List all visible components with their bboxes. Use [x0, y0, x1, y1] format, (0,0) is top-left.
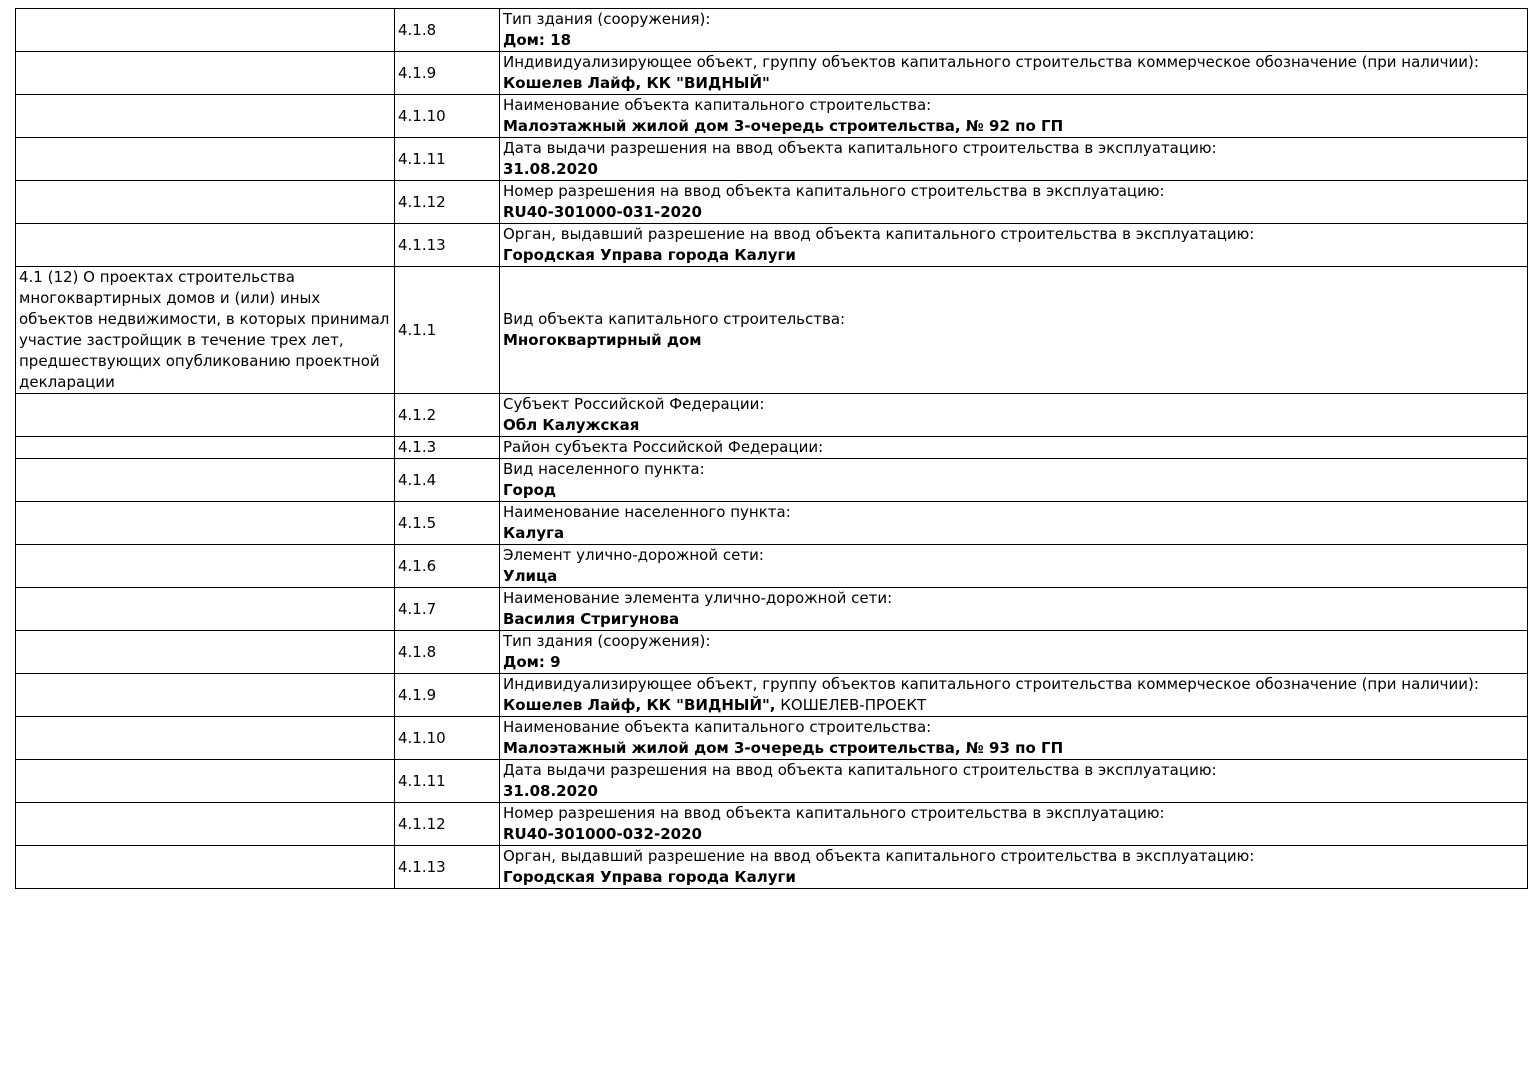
field-label: Элемент улично-дорожной сети: — [503, 546, 764, 564]
row-content — [500, 138, 1528, 181]
field-value — [503, 824, 1524, 845]
value-bold-part: Василия Стригунова — [503, 610, 680, 628]
value-bold-part: Городская Управа города Калуги — [503, 246, 796, 264]
row-code: 4.1.9 — [395, 674, 500, 717]
section-cell — [16, 760, 395, 803]
table-row — [16, 95, 1528, 138]
field-value — [503, 245, 1524, 266]
row-content — [500, 502, 1528, 545]
row-content — [500, 95, 1528, 138]
row-content — [500, 545, 1528, 588]
value-bold-part: RU40-301000-032-2020 — [503, 825, 702, 843]
row-content — [500, 437, 1528, 459]
section-cell — [16, 846, 395, 889]
field-value — [503, 159, 1524, 180]
row-content — [500, 760, 1528, 803]
row-content — [500, 717, 1528, 760]
table-row — [16, 9, 1528, 52]
row-content — [500, 674, 1528, 717]
value-bold-part: Малоэтажный жилой дом 3-очередь строительства, № 93 по ГП — [503, 739, 1064, 757]
row-code: 4.1.12 — [395, 803, 500, 846]
field-label: Тип здания (сооружения): — [503, 632, 711, 650]
row-code: 4.1.3 — [395, 437, 500, 459]
field-value — [503, 202, 1524, 223]
row-code: 4.1.12 — [395, 181, 500, 224]
field-label: Вид объекта капитального строительства: — [503, 310, 846, 328]
table-row — [16, 138, 1528, 181]
value-bold-part: Малоэтажный жилой дом 3-очередь строительства, № 92 по ГП — [503, 117, 1064, 135]
field-label: Наименование элемента улично-дорожной сети: — [503, 589, 893, 607]
table-row — [16, 52, 1528, 95]
section-cell — [16, 52, 395, 95]
row-code: 4.1.11 — [395, 138, 500, 181]
table-row — [16, 459, 1528, 502]
row-content — [500, 846, 1528, 889]
section-cell — [16, 674, 395, 717]
field-label: Орган, выдавший разрешение на ввод объекта капитального строительства в эксплуатацию: — [503, 225, 1255, 243]
row-content — [500, 9, 1528, 52]
section-cell — [16, 631, 395, 674]
row-code: 4.1.5 — [395, 502, 500, 545]
section-cell — [16, 437, 395, 459]
section-cell — [16, 9, 395, 52]
field-label: Дата выдачи разрешения на ввод объекта капитального строительства в эксплуатацию: — [503, 761, 1217, 779]
section-cell — [16, 224, 395, 267]
table-row — [16, 181, 1528, 224]
field-label: Орган, выдавший разрешение на ввод объекта капитального строительства в эксплуатацию: — [503, 847, 1255, 865]
section-cell — [16, 394, 395, 437]
value-plain-part: КОШЕЛЕВ-ПРОЕКТ — [775, 696, 927, 714]
declaration-table-body — [16, 9, 1528, 889]
field-value — [503, 73, 1524, 94]
table-row — [16, 631, 1528, 674]
field-label: Номер разрешения на ввод объекта капитального строительства в эксплуатацию: — [503, 804, 1165, 822]
row-content — [500, 631, 1528, 674]
row-code: 4.1.13 — [395, 224, 500, 267]
section-cell — [16, 181, 395, 224]
value-bold-part: Кошелев Лайф, КК "ВИДНЫЙ" — [503, 74, 770, 92]
field-value — [503, 116, 1524, 137]
row-code: 4.1.2 — [395, 394, 500, 437]
field-value — [503, 609, 1524, 630]
section-cell — [16, 459, 395, 502]
table-row — [16, 545, 1528, 588]
field-value — [503, 30, 1524, 51]
row-code: 4.1.10 — [395, 95, 500, 138]
section-cell — [16, 502, 395, 545]
value-bold-part: Городская Управа города Калуги — [503, 868, 796, 886]
table-row — [16, 224, 1528, 267]
row-content — [500, 52, 1528, 95]
row-code: 4.1.1 — [395, 267, 500, 394]
table-row — [16, 803, 1528, 846]
row-content — [500, 459, 1528, 502]
value-bold-part: Дом: 18 — [503, 31, 572, 49]
value-bold-part: RU40-301000-031-2020 — [503, 203, 702, 221]
field-label: Номер разрешения на ввод объекта капитального строительства в эксплуатацию: — [503, 182, 1165, 200]
field-label: Тип здания (сооружения): — [503, 10, 711, 28]
table-row — [16, 717, 1528, 760]
row-content — [500, 803, 1528, 846]
field-value — [503, 867, 1524, 888]
row-code: 4.1.10 — [395, 717, 500, 760]
row-content — [500, 181, 1528, 224]
row-code: 4.1.9 — [395, 52, 500, 95]
value-bold-part: Кошелев Лайф, КК "ВИДНЫЙ", — [503, 696, 776, 714]
section-cell: 4.1 (12) О проектах строительства многоквартирных домов и (или) иных объектов недвижимости, в которых принимал участие застройщик в течение трех лет, предшествующих опубликованию проектной декларации — [16, 267, 395, 394]
table-row — [16, 760, 1528, 803]
value-bold-part: Улица — [503, 567, 558, 585]
field-value — [503, 695, 1524, 716]
row-code: 4.1.8 — [395, 631, 500, 674]
field-label: Индивидуализирующее объект, группу объектов капитального строительства коммерческое обозначение (при наличии): — [503, 53, 1479, 71]
value-bold-part: Город — [503, 481, 557, 499]
field-value — [503, 415, 1524, 436]
field-value — [503, 566, 1524, 587]
field-value — [503, 523, 1524, 544]
field-label: Наименование населенного пункта: — [503, 503, 791, 521]
row-code: 4.1.7 — [395, 588, 500, 631]
value-bold-part: 31.08.2020 — [503, 160, 598, 178]
section-cell — [16, 545, 395, 588]
table-row — [16, 588, 1528, 631]
table-row — [16, 267, 1528, 394]
project-declaration-table — [15, 8, 1528, 889]
section-cell — [16, 803, 395, 846]
row-content — [500, 588, 1528, 631]
field-value — [503, 781, 1524, 802]
value-bold-part: Калуга — [503, 524, 565, 542]
table-row — [16, 502, 1528, 545]
row-content — [500, 267, 1528, 394]
field-value — [503, 480, 1524, 501]
field-label: Субъект Российской Федерации: — [503, 395, 765, 413]
section-cell — [16, 717, 395, 760]
field-value — [503, 738, 1524, 759]
field-label: Вид населенного пункта: — [503, 460, 705, 478]
table-row — [16, 437, 1528, 459]
table-row — [16, 846, 1528, 889]
field-value — [503, 652, 1524, 673]
row-code: 4.1.11 — [395, 760, 500, 803]
field-label: Наименование объекта капитального строительства: — [503, 96, 932, 114]
row-code: 4.1.4 — [395, 459, 500, 502]
row-code: 4.1.13 — [395, 846, 500, 889]
row-content — [500, 394, 1528, 437]
field-label: Район субъекта Российской Федерации: — [503, 438, 824, 456]
section-cell — [16, 588, 395, 631]
value-bold-part: Дом: 9 — [503, 653, 561, 671]
field-label: Индивидуализирующее объект, группу объектов капитального строительства коммерческое обозначение (при наличии): — [503, 675, 1479, 693]
row-content — [500, 224, 1528, 267]
section-cell — [16, 95, 395, 138]
field-value — [503, 330, 1524, 351]
row-code: 4.1.6 — [395, 545, 500, 588]
value-bold-part: Обл Калужская — [503, 416, 640, 434]
section-cell — [16, 138, 395, 181]
value-bold-part: Многоквартирный дом — [503, 331, 702, 349]
row-code: 4.1.8 — [395, 9, 500, 52]
field-label: Наименование объекта капитального строительства: — [503, 718, 932, 736]
field-label: Дата выдачи разрешения на ввод объекта капитального строительства в эксплуатацию: — [503, 139, 1217, 157]
table-row — [16, 394, 1528, 437]
table-row — [16, 674, 1528, 717]
value-bold-part: 31.08.2020 — [503, 782, 598, 800]
